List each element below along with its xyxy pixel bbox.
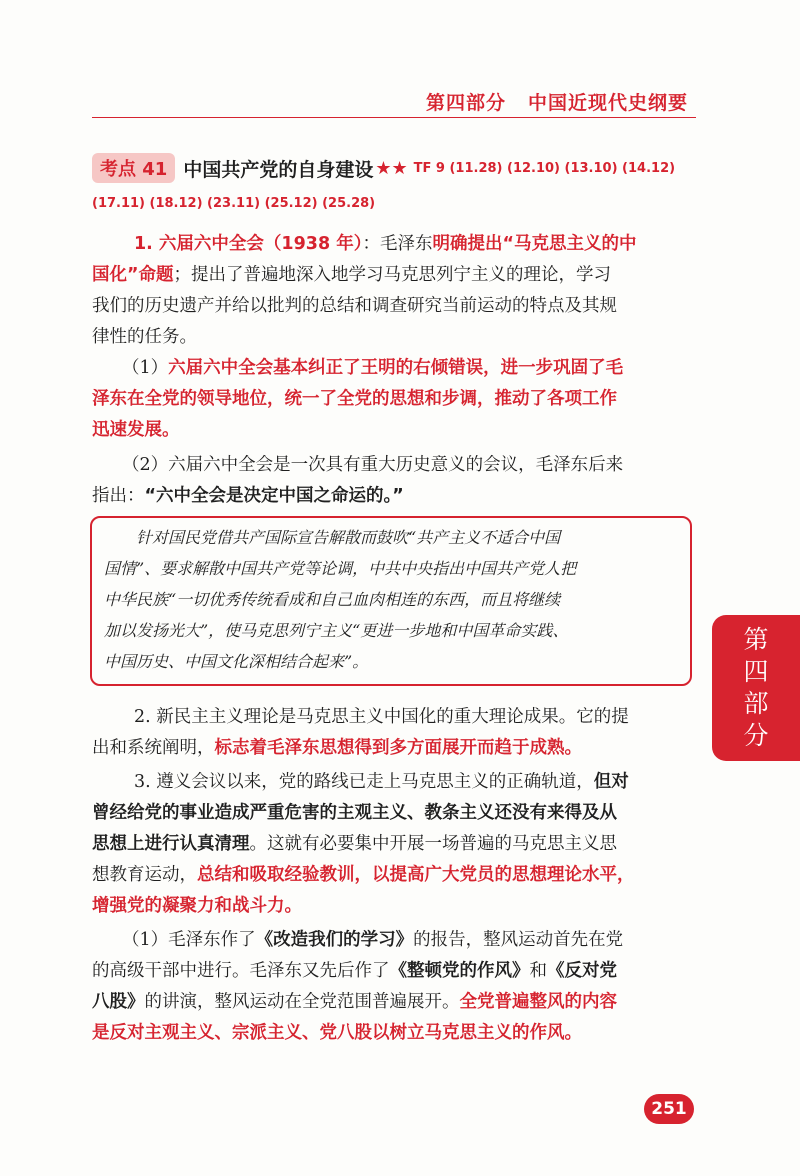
- callout-line2: 国情”、要求解散中国共产党等论调，中共中央指出中国共产党人把: [104, 559, 577, 578]
- section-side-tab: [712, 615, 800, 761]
- p1-line2: 国化”命题；提出了普遍地深入地学习马克思列宁主义的理论，学习: [92, 265, 612, 285]
- callout-line3: 中华民族“一切优秀传统看成和自己血肉相连的东西，而且将继续: [104, 590, 561, 609]
- header-part: 第四部分: [425, 92, 506, 114]
- exam-codes-line2: (17.11) (18.12) (23.11) (25.12) (25.28): [92, 196, 376, 211]
- p3-line1: 3. 遵义会议以来，党的路线已走上马克思主义的正确轨道，但对: [134, 772, 629, 792]
- p3-1-line1: （1）毛泽东作了《改造我们的学习》的报告，整风运动首先在党: [122, 930, 624, 950]
- section-heading: [92, 153, 692, 183]
- side-tab-char-4: 分: [743, 721, 769, 750]
- p3-1-line2: 的高级干部中进行。毛泽东又先后作了《整顿党的作风》和《反对党: [92, 961, 617, 981]
- p1-1-line2: 泽东在全党的领导地位，统一了全党的思想和步调，推动了各项工作: [92, 389, 617, 409]
- callout-line5: 中国历史、中国文化深相结合起来”。: [104, 652, 369, 671]
- p3-1-line3: 八股》的讲演，整风运动在全党范围普遍展开。全党普遍整风的内容: [92, 992, 617, 1012]
- side-tab-char-3: 部: [743, 689, 769, 718]
- p3-line5: 增强党的凝聚力和战斗力。: [92, 896, 302, 916]
- p1-line4: 律性的任务。: [92, 327, 197, 347]
- side-tab-char-2: 四: [743, 657, 769, 686]
- header-rule: [92, 117, 696, 118]
- p2-line1: 2. 新民主主义理论是马克思主义中国化的重大理论成果。它的提: [134, 707, 629, 727]
- p1-2-line1: （2）六届六中全会是一次具有重大历史意义的会议，毛泽东后来: [122, 455, 624, 475]
- importance-stars: ★★: [375, 157, 408, 179]
- p3-line2: 曾经给党的事业造成严重危害的主观主义、教条主义还没有来得及从: [92, 803, 617, 823]
- p1-1-line1: （1）六届六中全会基本纠正了王明的右倾错误，进一步巩固了毛: [122, 358, 624, 378]
- kaodian-badge: 考点 41: [92, 153, 175, 183]
- p1-1-line3: 迅速发展。: [92, 420, 180, 440]
- callout-line1: 针对国民党借共产国际宣告解散而鼓吹“共产主义不适合中国: [136, 528, 561, 547]
- p3-line3: 思想上进行认真清理。这就有必要集中开展一场普遍的马克思主义思: [92, 834, 617, 854]
- header-subject: 中国近现代史纲要: [527, 92, 688, 114]
- page-number: 251: [644, 1094, 694, 1124]
- p3-1-line4: 是反对主观主义、宗派主义、党八股以树立马克思主义的作风。: [92, 1023, 582, 1043]
- p1-2-line2: 指出：“六中全会是决定中国之命运的。”: [92, 486, 404, 506]
- running-header: [426, 88, 688, 115]
- p2-line2: 出和系统阐明，标志着毛泽东思想得到多方面展开而趋于成熟。: [92, 738, 582, 758]
- side-tab-char-1: 第: [743, 625, 769, 654]
- p1-line3: 我们的历史遗产并给以批判的总结和调查研究当前运动的特点及其规: [92, 296, 617, 316]
- p3-line4: 想教育运动，总结和吸取经验教训，以提高广大党员的思想理论水平，: [92, 865, 635, 885]
- exam-codes-line1: TF 9 (11.28) (12.10) (13.10) (14.12): [413, 160, 676, 176]
- p1-line1: 1. 六届六中全会（1938 年）：毛泽东明确提出“马克思主义的中: [134, 234, 637, 254]
- section-title: 中国共产党的自身建设: [183, 158, 374, 181]
- callout-line4: 加以发扬光大”，使马克思列宁主义“更进一步地和中国革命实践、: [104, 621, 569, 640]
